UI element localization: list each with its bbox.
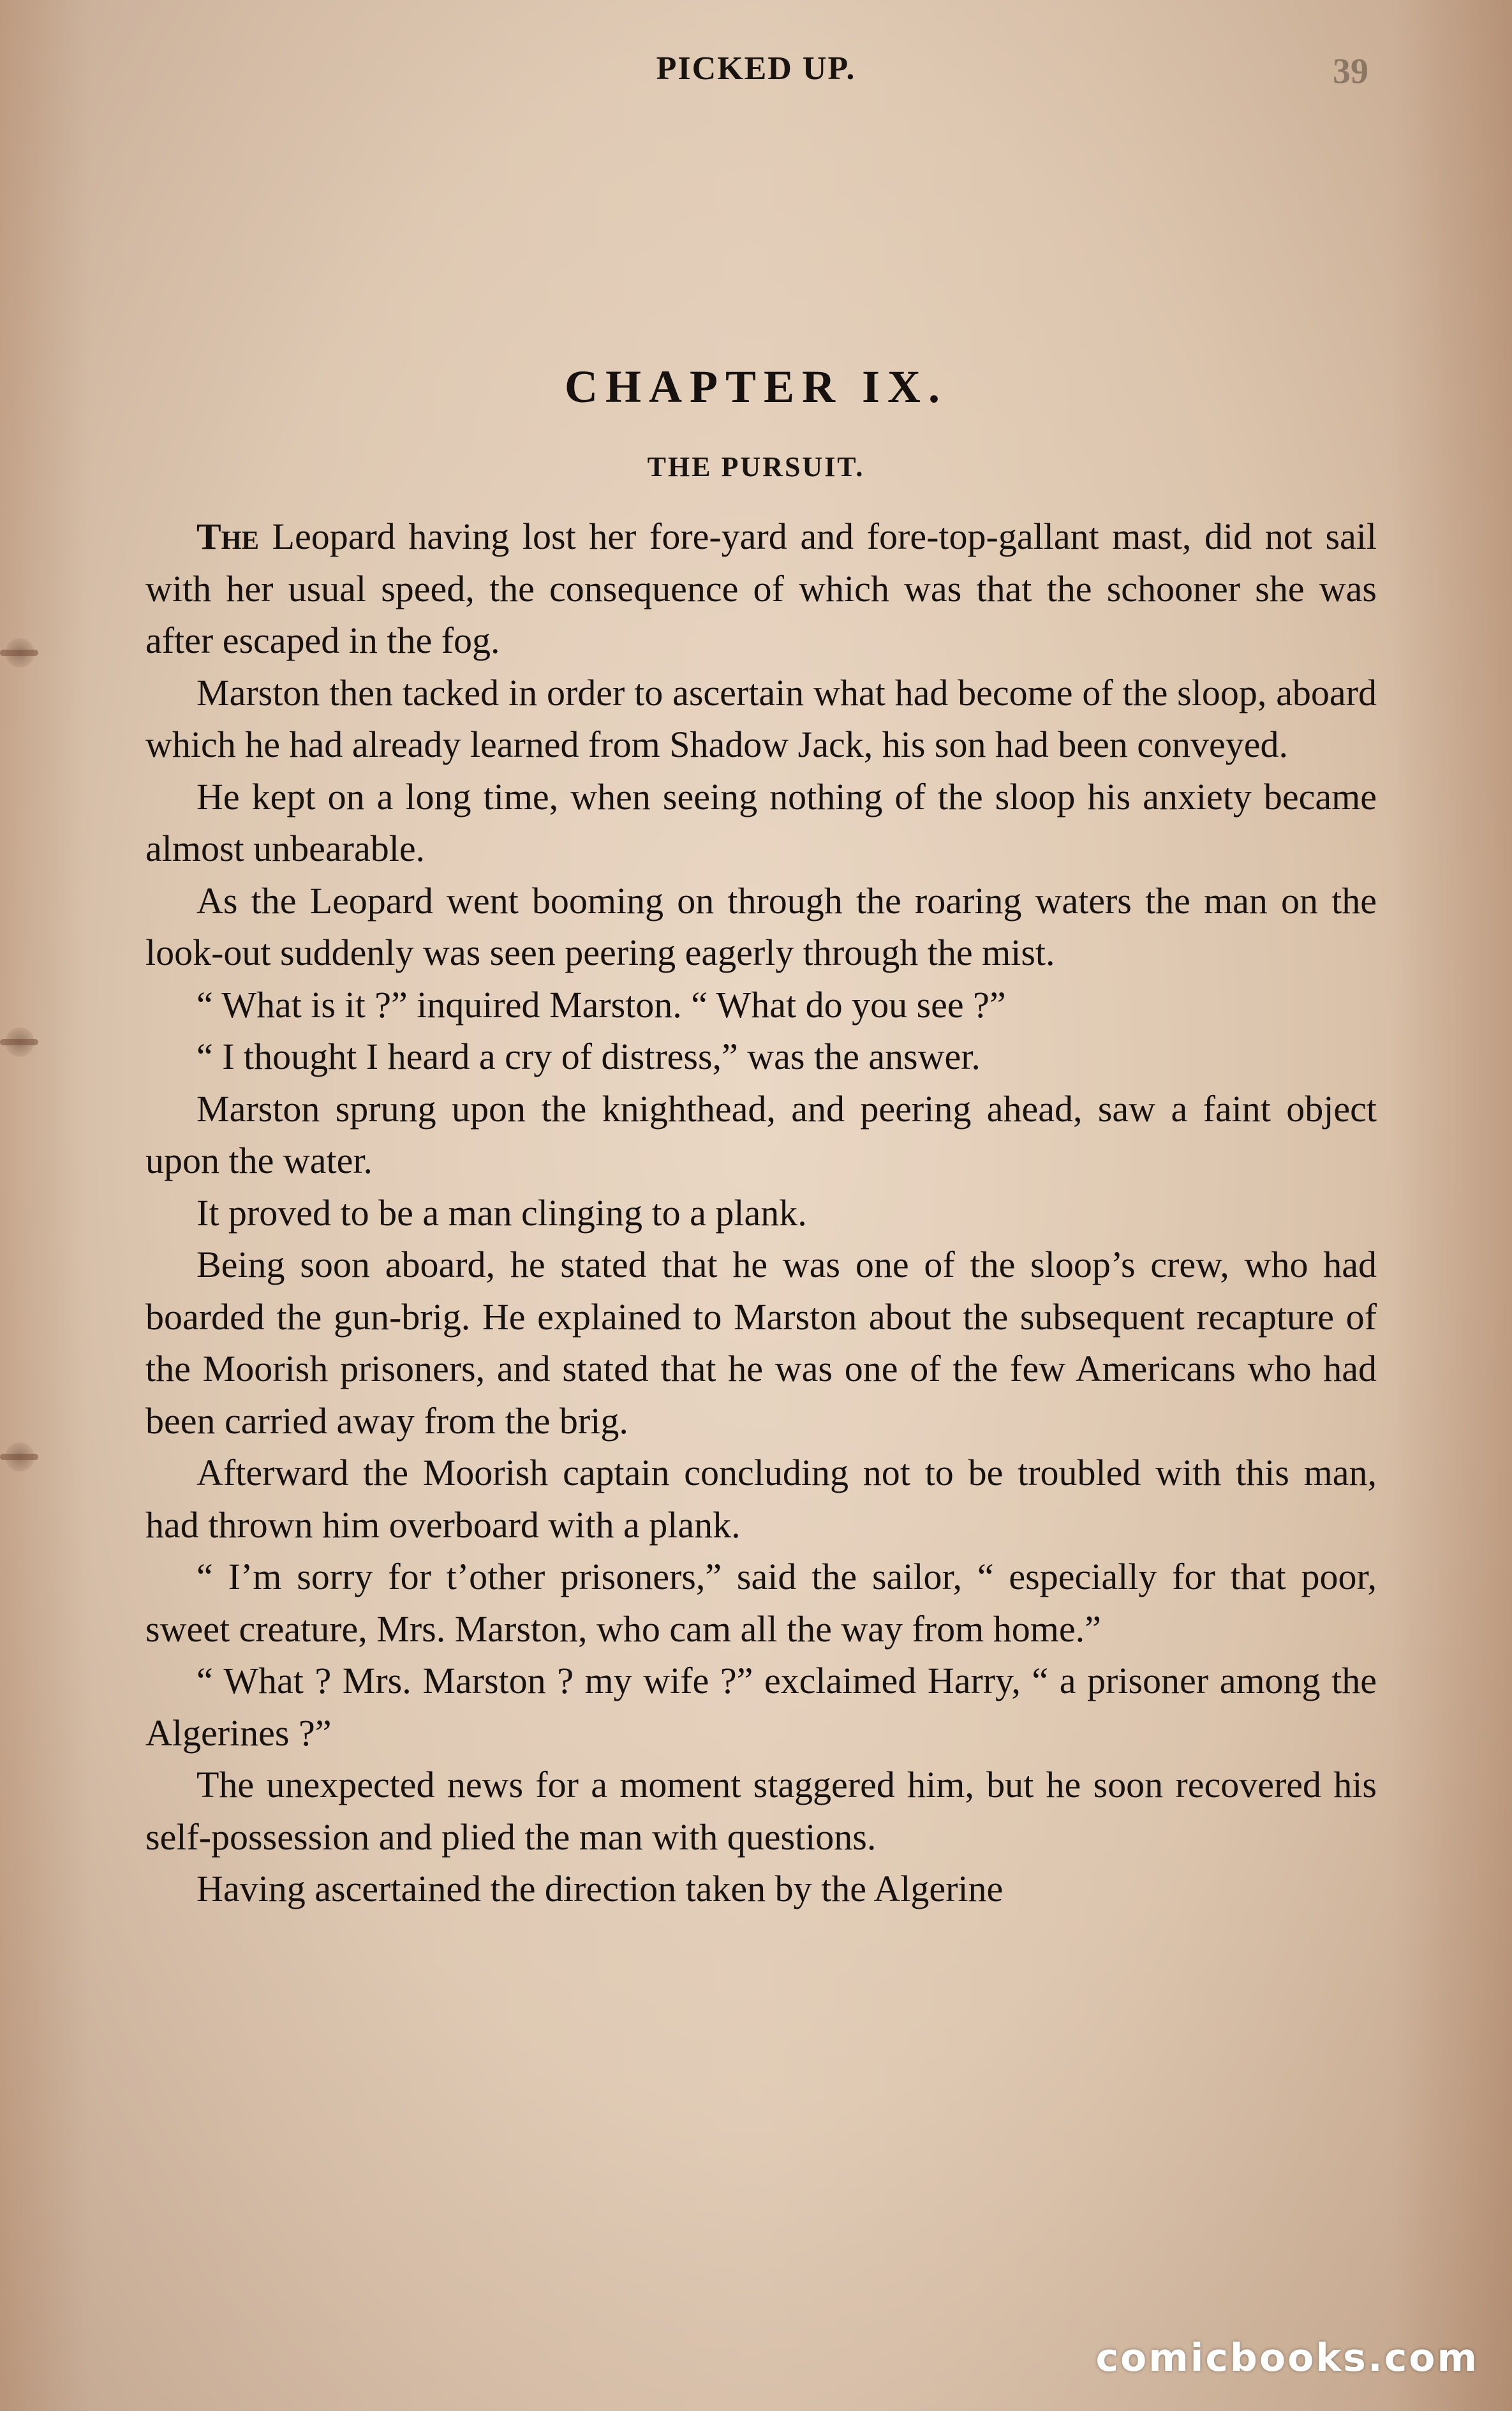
page-number: 39 [1333, 52, 1368, 91]
lead-word: The [196, 516, 259, 557]
paragraph: “ What ? Mrs. Marston ? my wife ?” exclaimed Harry, “ a prisoner among the Algerines ?” [145, 1660, 1377, 1754]
paragraph: Afterward the Moorish captain concluding not to be troubled with this man, had thrown him overboard with a plank. [145, 1452, 1377, 1546]
paragraph: “ What is it ?” inquired Marston. “ What do you see ?” [196, 983, 1006, 1026]
paragraph: Marston then tacked in order to ascertain what had become of the sloop, aboard which he had already learned from Shadow Jack, his son had been conveyed. [145, 671, 1377, 765]
paragraph: Being soon aboard, he stated that he was one of the sloop’s crew, who had boarded the gun-brig. He explained to Marston about the subsequent recapture of the Moorish prisoners, and stated that he was one of the few Americans who had been carried away from the brig. [145, 1244, 1377, 1442]
paragraph: Marston sprung upon the knighthead, and peering ahead, saw a faint object upon the water. [145, 1087, 1377, 1181]
binding-thread [0, 1039, 38, 1045]
body-text [145, 511, 1377, 1915]
binding-thread [0, 1454, 38, 1460]
chapter-subtitle: THE PURSUIT. [647, 451, 865, 482]
running-head: PICKED UP. [656, 50, 856, 87]
paragraph: As the Leopard went booming on through the roaring waters the man on the look-out suddenly was seen peering eagerly through the mist. [145, 879, 1377, 973]
paragraph: Having ascertained the direction taken by the Algerine [196, 1868, 1004, 1909]
chapter-title: CHAPTER IX. [564, 361, 948, 412]
paragraph: “ I’m sorry for t’other prisoners,” said the sailor, “ especially for that poor, sweet creature, Mrs. Marston, who cam all the way from home.” [145, 1556, 1377, 1650]
binding-thread [0, 650, 38, 656]
paragraph-text: Leopard having lost her fore-yard and fore-top-gallant mast, did not sail with her usual speed, the consequence of which was that the schooner she was after escaped in the fog. [145, 516, 1377, 661]
paragraph [145, 511, 1377, 667]
paragraph: “ I thought I heard a cry of distress,” was the answer. [196, 1036, 981, 1077]
paragraph: He kept on a long time, when seeing nothing of the sloop his anxiety became almost unbearable. [145, 775, 1377, 869]
watermark: comicbooks.com [1095, 2336, 1479, 2380]
paragraph: It proved to be a man clinging to a plank. [196, 1191, 807, 1234]
paragraph: The unexpected news for a moment staggered him, but he soon recovered his self-possession and plied the man with questions. [145, 1764, 1377, 1858]
bleed-through-text [147, 147, 1391, 198]
